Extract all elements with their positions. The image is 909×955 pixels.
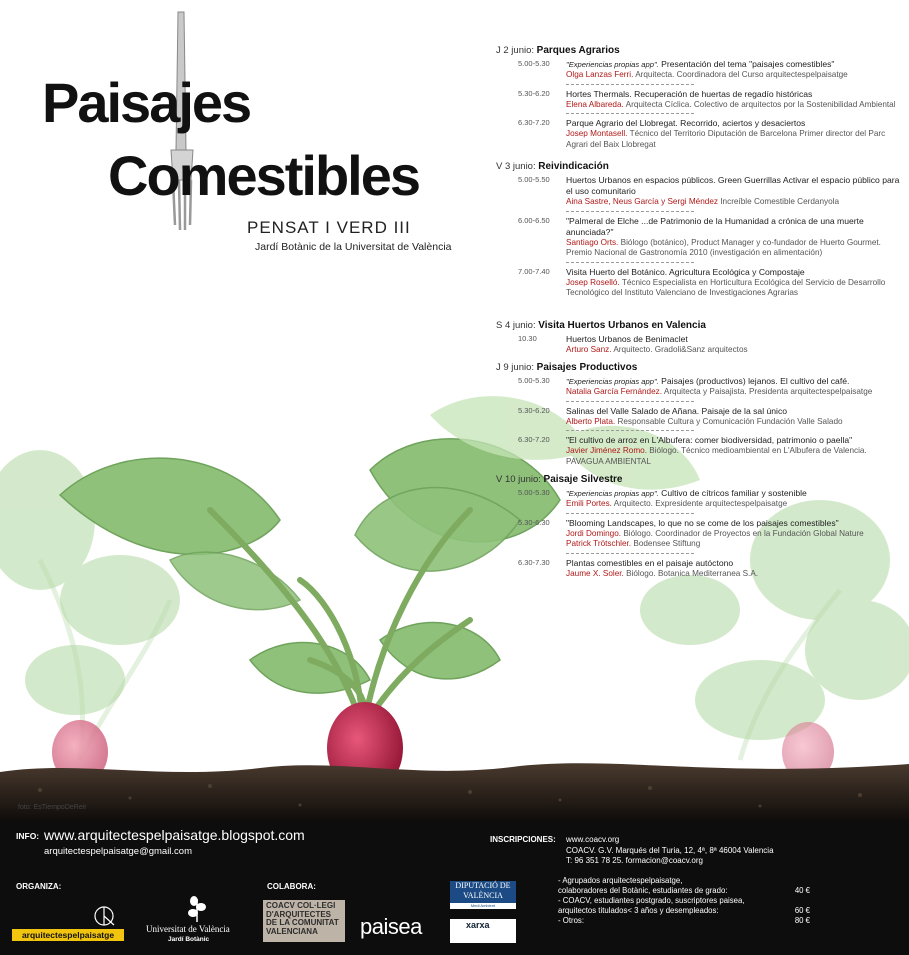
arquitectespelpaisatge-logo: arquitectespelpaisatge (12, 929, 124, 941)
session-title (566, 435, 906, 446)
session-time: 6.30-7.30 (518, 557, 550, 567)
session-text: Salinas del Valle Salado de Añana. Paisaje de la sal único (566, 405, 788, 416)
speaker-name: Alberto Plata. (566, 416, 616, 426)
session-title (566, 267, 906, 278)
speaker-description: Increíble Comestible Cerdanyola (720, 197, 840, 206)
price-row: arquitectos titulados< 3 años y desempleados: 60 € (558, 906, 810, 915)
session-text: Hortes Thermals. Recuperación de huertas de regadío históricas (566, 88, 813, 99)
program-day (496, 46, 906, 150)
session-text: Parque Agrario del Llobregat. Recorrido, aciertos y desaciertos (566, 118, 806, 128)
price-row: - Agrupados arquitectespelpaisatge, (558, 876, 683, 885)
day-label: V 10 junio: (496, 474, 541, 485)
session-divider (566, 553, 694, 554)
program-day (496, 363, 906, 467)
speaker-name: Emili Portes. (566, 499, 612, 508)
session-title (566, 334, 906, 345)
program-schedule (496, 46, 906, 579)
session-text: Visita Huerto del Botánico. Agricultura Ecológica y Compostaje (566, 266, 805, 277)
session-time: 5.00-5.50 (518, 175, 550, 184)
session-speaker-line (566, 100, 906, 111)
session-item (496, 518, 906, 550)
speaker-name: Javier Jiménez Romo. (566, 446, 647, 455)
coacv-logo: COACV COL·LEGI D'ARQUITECTES DE LA COMUNITAT VALENCIANA (263, 900, 345, 942)
speaker-description: Biólogo. Botanica Mediterranea S.A. (626, 568, 759, 578)
session-time: 10.30 (518, 333, 537, 343)
price-row: - Otros: 80 € (558, 916, 810, 925)
speaker-description: Arquitecta. Coordinadora del Curso arquitectespelpaisatge (635, 70, 848, 79)
title-line-1: Paisajes (42, 71, 251, 134)
day-title: Paisajes Productivos (536, 362, 638, 373)
session-title (566, 518, 906, 529)
session-title (566, 216, 906, 238)
session-item (496, 488, 906, 510)
program-day (496, 321, 906, 356)
speaker-name: Arturo Sanz. (566, 344, 612, 354)
session-time: 5.30-6.20 (518, 405, 550, 415)
day-header (496, 475, 906, 488)
inscripciones-details (566, 835, 774, 867)
day-label: J 2 junio: (496, 45, 535, 56)
speaker-name: Patrick Trötschler. (566, 539, 632, 548)
session-text: "Palmeral de Elche ...de Patrimonio de la Humanidad a crónica de una muerte anunciada?" (566, 215, 864, 237)
session-time: 5.00-5.30 (518, 59, 550, 68)
session-item (496, 376, 906, 398)
session-item (496, 558, 906, 580)
session-speaker-line (566, 129, 906, 150)
session-speaker-line (566, 529, 906, 540)
session-speaker-line (566, 387, 906, 398)
session-text: Huertos Urbanos en espacios públicos. Green Guerrillas Activar el espacio público para el uso comunitario (566, 175, 900, 196)
session-time: 7.00-7.40 (518, 266, 550, 276)
speaker-description: Biólogo (botánico), Product Manager y co-fundador de Huerto Gourmet. Premio Nacional de Gastronomía 2010 (investigación en alimentación) (566, 237, 881, 257)
session-divider (566, 430, 694, 431)
speaker-description: Responsable Cultura y Comunicación Fundación Valle Salado (617, 416, 843, 426)
session-text: Plantas comestibles en el paisaje autóctono (566, 557, 734, 568)
xarxa-logo: xarxa (450, 919, 516, 943)
session-divider (566, 262, 694, 263)
day-title: Visita Huertos Urbanos en Valencia (538, 319, 706, 331)
info-url-link[interactable]: www.arquitectespelpaisatge.blogspot.com (44, 827, 305, 843)
speaker-name: Olga Lanzas Ferri. (566, 70, 634, 79)
footer (0, 821, 909, 955)
colabora-label: COLABORA: (267, 882, 316, 891)
session-title (566, 118, 906, 129)
session-text: "Blooming Landscapes, lo que no se come de los paisajes comestibles" (566, 517, 839, 528)
session-text: Huertos Urbanos de Benimaclet (566, 333, 688, 344)
info-label: INFO: (16, 831, 40, 841)
jardi-botanic-logo: Jardí Botànic (168, 936, 210, 943)
session-title (566, 59, 906, 70)
diputacio-sub: Medi Ambient (450, 903, 516, 909)
session-time: 6.00-6.50 (518, 215, 550, 225)
session-speaker-line (566, 417, 906, 428)
session-speaker-line (566, 278, 906, 299)
day-label: V 3 junio: (496, 161, 536, 172)
speaker-description: Arquitecto. Gradoli&Sanz arquitectos (613, 344, 748, 354)
day-title: Paisaje Silvestre (543, 474, 623, 485)
inscripciones-phone: T: 96 351 78 25. formacion@coacv.org (566, 856, 703, 865)
session-time: 6.30-7.20 (518, 118, 550, 127)
session-divider (566, 513, 694, 514)
session-item (496, 118, 906, 150)
inscripciones-web-link[interactable]: www.coacv.org (566, 835, 620, 844)
program-day (496, 162, 906, 299)
session-item (496, 435, 906, 467)
price-row: colaboradores del Botànic, estudiantes de grado: 40 € (558, 886, 810, 895)
session-divider (566, 84, 694, 85)
session-tag: "Experiencias propias app". (566, 489, 659, 498)
day-title: Parques Agrarios (536, 45, 620, 56)
day-header (496, 363, 906, 376)
speaker-name: Aina Sastre, Neus García y Sergi Méndez (566, 197, 718, 206)
day-label: J 9 junio: (496, 362, 535, 373)
session-divider (566, 113, 694, 114)
speaker-description: Técnico Especialista en Horticultura Ecológica del Servicio de Desarrollo Tecnológico del Instituto Valenciano de Investigaciones Agrarias (566, 277, 886, 297)
session-speaker-line (566, 238, 906, 259)
session-title (566, 558, 906, 569)
session-text: Paisajes (productivos) lejanos. El cultivo del café. (661, 376, 850, 386)
speaker-description: Biólogo. Coordinador de Proyectos en la Fundación Global Nature (623, 528, 864, 538)
speaker-name: Josep Montasell. (566, 129, 628, 138)
day-header (496, 162, 906, 175)
session-item (496, 89, 906, 111)
session-divider (566, 401, 694, 402)
session-time: 5.00-5.30 (518, 376, 550, 385)
speaker-name: Jaume X. Soler. (566, 568, 624, 578)
speaker-name: Natalia García Fernández. (566, 387, 663, 396)
speaker-name: Santiago Orts. (566, 237, 619, 247)
session-speaker-line (566, 197, 906, 208)
day-header (496, 321, 906, 334)
session-time: 5.00-5.30 (518, 488, 550, 497)
session-text: Cultivo de cítricos familiar y sostenible (661, 488, 807, 498)
session-divider (566, 211, 694, 212)
day-header (496, 46, 906, 59)
inscripciones-address: COACV. G.V. Marqués del Turia, 12, 4ª, 8ª 46004 Valencia (566, 845, 774, 855)
info-email-link[interactable]: arquitectespelpaisatge@gmail.com (44, 846, 192, 857)
speaker-description: Arquitecto. Expresidente arquitectespelpaisatge (613, 499, 788, 508)
session-title (566, 406, 906, 417)
session-speaker-line (566, 70, 906, 81)
session-title (566, 175, 906, 197)
speaker-name: Josep Roselló. (566, 277, 620, 287)
session-speaker-line (566, 345, 906, 356)
session-speaker-line (566, 539, 906, 550)
session-time: 5.30-6.20 (518, 88, 550, 98)
title-line-2: Comestibles (108, 144, 419, 207)
diputacio-logo: DIPUTACIÓ DE VALÈNCIA (450, 881, 516, 903)
paisea-logo: paisea (360, 914, 422, 939)
price-list (558, 876, 810, 926)
photo-credit: foto: EsTiempoDeReir (18, 804, 87, 811)
speaker-name: Jordi Domingo. (566, 528, 622, 538)
session-speaker-line (566, 499, 906, 510)
session-item (496, 216, 906, 259)
venue: Jardí Botànic de la Universitat de València (255, 241, 452, 253)
organiza-label: ORGANIZA: (16, 882, 62, 891)
speaker-description: Biólogo. Técnico medioambiental en L'Albufera de Valencia. PAVAGUA AMBIENTAL (566, 446, 867, 466)
uv-logo: Universitat de València (146, 924, 230, 934)
uv-leaf-logo-icon (186, 895, 208, 923)
session-item (496, 59, 906, 81)
session-item (496, 175, 906, 208)
session-item (496, 406, 906, 428)
day-label: S 4 junio: (496, 319, 536, 331)
session-title (566, 376, 906, 387)
speaker-description: Técnico del Territorio Diputación de Barcelona Primer director del Parc Agrari del Baix Llobregat (566, 129, 886, 149)
session-tag: "Experiencias propias app". (566, 377, 659, 386)
subtitle: PENSAT I VERD III (247, 218, 411, 237)
speaker-description: Arquitecta Cíclica. Colectivo de arquitectos por la Sostenibilidad Ambiental (625, 99, 896, 109)
day-title: Reivindicación (538, 161, 609, 172)
session-title (566, 488, 906, 499)
session-text: "El cultivo de arroz en L'Albufera: comer biodiversidad, patrimonio o paella" (566, 435, 853, 445)
session-item (496, 334, 906, 356)
session-item (496, 267, 906, 299)
speaker-name: Elena Albareda. (566, 99, 624, 109)
session-text: Presentación del tema "paisajes comestibles" (661, 59, 835, 69)
arquitectes-circle-logo-icon (92, 905, 120, 927)
session-speaker-line (566, 446, 906, 467)
session-speaker-line (566, 569, 906, 580)
program-day (496, 475, 906, 579)
price-row: - COACV, estudiantes postgrado, suscriptores paisea, (558, 896, 745, 905)
speaker-description: Bodensee Stiftung (633, 539, 701, 548)
session-title (566, 89, 906, 100)
session-time: 5.30-6.30 (518, 517, 550, 527)
speaker-description: Arquitecta y Paisajista. Presidenta arquitectespelpaisatge (663, 387, 873, 396)
session-tag: "Experiencias propias app". (566, 60, 659, 69)
inscripciones-label: INSCRIPCIONES: (490, 835, 556, 844)
session-time: 6.30-7.20 (518, 435, 550, 444)
